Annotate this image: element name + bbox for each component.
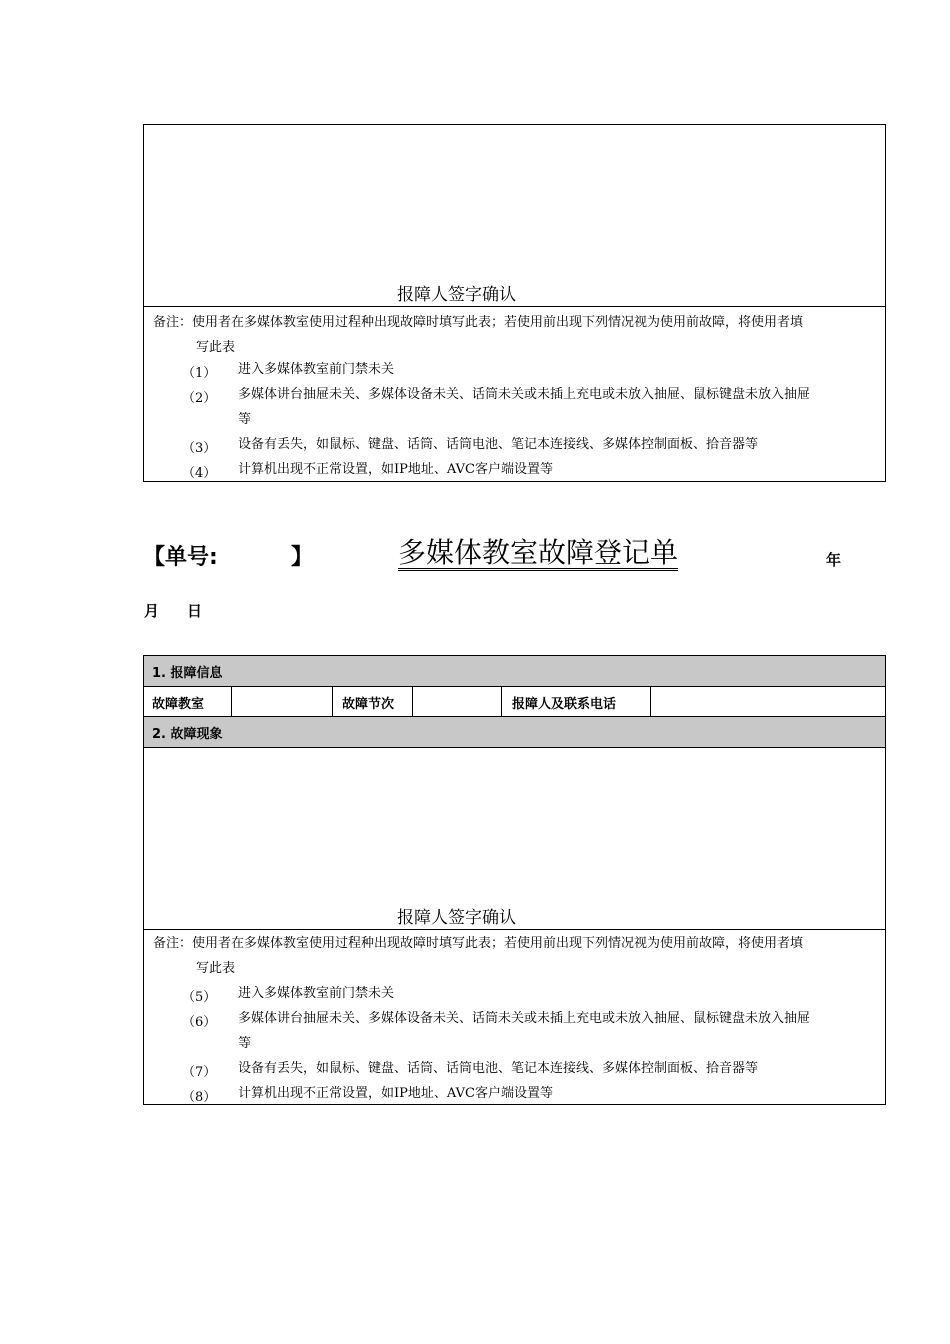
top-note-text-2: 多媒体讲台抽屉未关、多媒体设备未关、话筒未关或未插上充电或未放入抽屉、鼠标键盘未放入抽屉 xyxy=(238,387,811,402)
top-note-text-4: 计算机出现不正常设置，如IP地址、AVC客户端设置等 xyxy=(238,462,553,477)
note-text-5: 进入多媒体教室前门禁未关 xyxy=(238,986,395,1001)
fault-classroom-value[interactable] xyxy=(232,687,332,716)
note-num-7: （7） xyxy=(182,1065,217,1080)
note-text-7: 设备有丢失，如鼠标、键盘、话筒、话筒电池、笔记本连接线、多媒体控制面板、拾音器等 xyxy=(238,1061,759,1076)
notes-line1: 备注：使用者在多媒体教室使用过程种出现故障时填写此表；若使用前出现下列情况视为使用前故障，将使用者填 xyxy=(153,936,804,951)
top-note-text-1: 进入多媒体教室前门禁未关 xyxy=(238,362,395,377)
col-divider-2 xyxy=(332,686,333,716)
top-note-num-1: （1） xyxy=(182,366,217,381)
date-day-label: 日 xyxy=(187,602,203,620)
section2-header-bg xyxy=(144,717,885,747)
notes-line1-cont: 写此表 xyxy=(196,961,236,976)
order-number-close: 】 xyxy=(291,545,314,570)
reporter-phone-label: 报障人及联系电话 xyxy=(512,697,617,712)
page-title: 多媒体教室故障登记单 xyxy=(398,536,679,569)
top-signature-label: 报障人签字确认 xyxy=(397,285,516,305)
top-note-num-2: （2） xyxy=(182,391,217,406)
signature-label: 报障人签字确认 xyxy=(397,908,516,928)
notes-divider xyxy=(143,929,886,930)
section2-title: 2. 故障现象 xyxy=(152,727,223,742)
fault-description-area[interactable] xyxy=(144,748,885,928)
top-note-cont-2: 等 xyxy=(238,412,252,427)
top-notes-line1-cont: 写此表 xyxy=(196,340,236,355)
top-note-text-3: 设备有丢失，如鼠标、键盘、话筒、话筒电池、笔记本连接线、多媒体控制面板、拾音器等 xyxy=(238,437,759,452)
section1-title: 1. 报障信息 xyxy=(152,666,223,681)
reporter-phone-value[interactable] xyxy=(651,687,885,716)
note-text-8: 计算机出现不正常设置，如IP地址、AVC客户端设置等 xyxy=(238,1086,553,1101)
section1-header-bg xyxy=(144,656,885,686)
note-num-6: （6） xyxy=(182,1015,217,1030)
top-form-divider xyxy=(143,306,886,307)
order-number-label: 【单号: xyxy=(143,545,218,570)
top-note-num-3: （3） xyxy=(182,441,217,456)
date-year-label: 年 xyxy=(826,551,842,569)
fault-classroom-label: 故障教室 xyxy=(152,697,205,712)
top-notes-line1: 备注：使用者在多媒体教室使用过程种出现故障时填写此表；若使用前出现下列情况视为使用前故障，将使用者填 xyxy=(153,315,804,330)
note-num-8: （8） xyxy=(182,1090,217,1105)
fault-period-value[interactable] xyxy=(413,687,501,716)
top-note-num-4: （4） xyxy=(182,466,217,481)
note-cont-6: 等 xyxy=(238,1036,252,1051)
note-text-6: 多媒体讲台抽屉未关、多媒体设备未关、话筒未关或未插上充电或未放入抽屉、鼠标键盘未放入抽屉 xyxy=(238,1011,811,1026)
col-divider-4 xyxy=(501,686,502,716)
fault-period-label: 故障节次 xyxy=(342,697,395,712)
date-month-label: 月 xyxy=(144,602,160,620)
note-num-5: （5） xyxy=(182,990,217,1005)
